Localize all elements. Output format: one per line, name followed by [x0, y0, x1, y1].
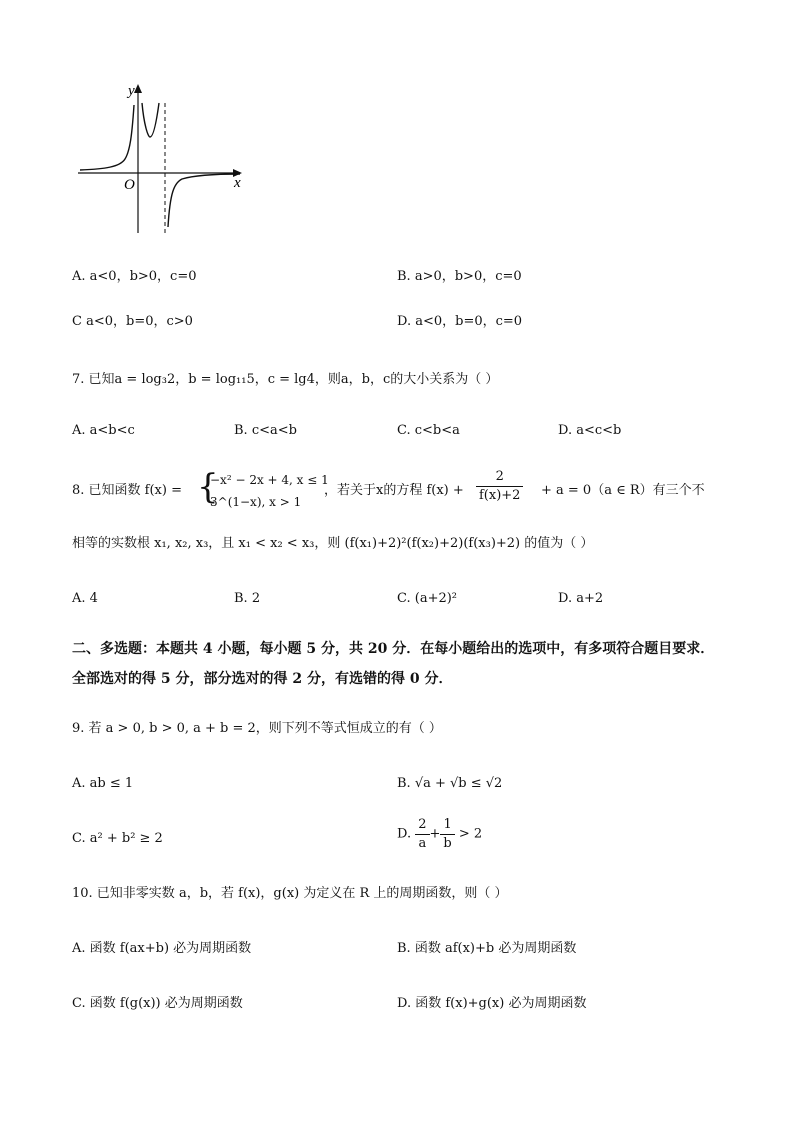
q7-option-c: C. c<b<a	[397, 423, 460, 438]
q8-brace: {	[197, 467, 219, 507]
q9-option-d-num1: 2	[415, 816, 429, 835]
q9-option-d-prefix: D.	[397, 826, 412, 842]
q9-option-d-num2: 1	[440, 816, 454, 835]
q9-option-d-plus: +	[429, 826, 441, 842]
origin-label: O	[124, 177, 135, 193]
q7-option-d: D. a<c<b	[558, 423, 622, 438]
q8-option-a: A. 4	[72, 591, 98, 606]
q8-fraction-denominator: f(x)+2	[479, 488, 521, 503]
q9-option-c: C. a² + b² ≥ 2	[72, 831, 163, 846]
q8-option-b: B. 2	[234, 591, 261, 606]
q10-option-c: C. 函数 f(g(x)) 必为周期函数	[72, 996, 243, 1011]
q8-option-c: C. (a+2)²	[397, 591, 458, 606]
q8-stem-suffix: + a = 0（a ∈ R）有三个不	[541, 483, 705, 498]
x-axis-label: x	[234, 175, 241, 191]
q7-option-b: B. c<a<b	[234, 423, 297, 438]
q9-option-d-den2: b	[443, 836, 452, 851]
curve-left-branch	[80, 105, 134, 170]
q9-option-d-den1: a	[418, 836, 427, 851]
y-axis-arrow-icon	[134, 84, 142, 93]
section-multiple-choice-header: 二、多选题：本题共 4 小题，每小题 5 分，共 20 分．在每小题给出的选项中，有多项符合题目要求．全部选对的得 5 分，部分选对的得 2 分，有选错的得 0 分．	[72, 641, 715, 687]
q8-piece-2: 3^(1−x), x > 1	[210, 495, 302, 509]
q9-stem: 9. 若 a > 0, b > 0, a + b = 2，则下列不等式恒成立的有（ ）	[72, 721, 442, 736]
q10-option-a: A. 函数 f(ax+b) 必为周期函数	[72, 941, 252, 956]
q6-option-c: C a<0，b=0，c>0	[72, 314, 193, 329]
q8-stem-line2: 相等的实数根 x₁, x₂, x₃，且 x₁ < x₂ < x₃，则 (f(x₁)+2)²(f(x₂)+2)(f(x₃)+2) 的值为（ ）	[72, 536, 594, 551]
curve-right-branch	[168, 174, 240, 227]
q8-stem-prefix: 8. 已知函数 f(x) =	[72, 483, 182, 498]
q8-option-d: D. a+2	[558, 591, 604, 606]
q8-fraction-numerator: 2	[476, 468, 523, 487]
y-axis-label: y	[128, 83, 135, 99]
q9-option-d	[397, 816, 482, 853]
q9-option-d-suffix: > 2	[458, 826, 483, 842]
q9-option-a: A. ab ≤ 1	[72, 776, 134, 791]
q10-option-b: B. 函数 af(x)+b 必为周期函数	[397, 941, 577, 956]
q6-option-d: D. a<0，b=0，c=0	[397, 314, 523, 329]
q10-stem: 10. 已知非零实数 a，b，若 f(x)，g(x) 为定义在 R 上的周期函数，则（ ）	[72, 886, 508, 901]
q6-option-a: A. a<0，b>0，c=0	[72, 269, 197, 284]
q10-option-d: D. 函数 f(x)+g(x) 必为周期函数	[397, 996, 587, 1011]
function-graph	[70, 75, 250, 245]
q8-stem-middle: ，若关于x的方程 f(x) +	[324, 483, 464, 498]
q7-option-a: A. a<b<c	[72, 423, 135, 438]
q8-fraction	[476, 468, 523, 505]
curve-middle-branch	[142, 103, 159, 137]
q8-piece-1: −x² − 2x + 4, x ≤ 1	[210, 473, 329, 487]
q7-stem: 7. 已知a = log₃2，b = log₁₁5，c = lg4，则a，b，c的大小关系为（ ）	[72, 372, 499, 387]
q9-option-b: B. √a + √b ≤ √2	[397, 776, 503, 791]
q6-option-b: B. a>0，b>0，c=0	[397, 269, 522, 284]
